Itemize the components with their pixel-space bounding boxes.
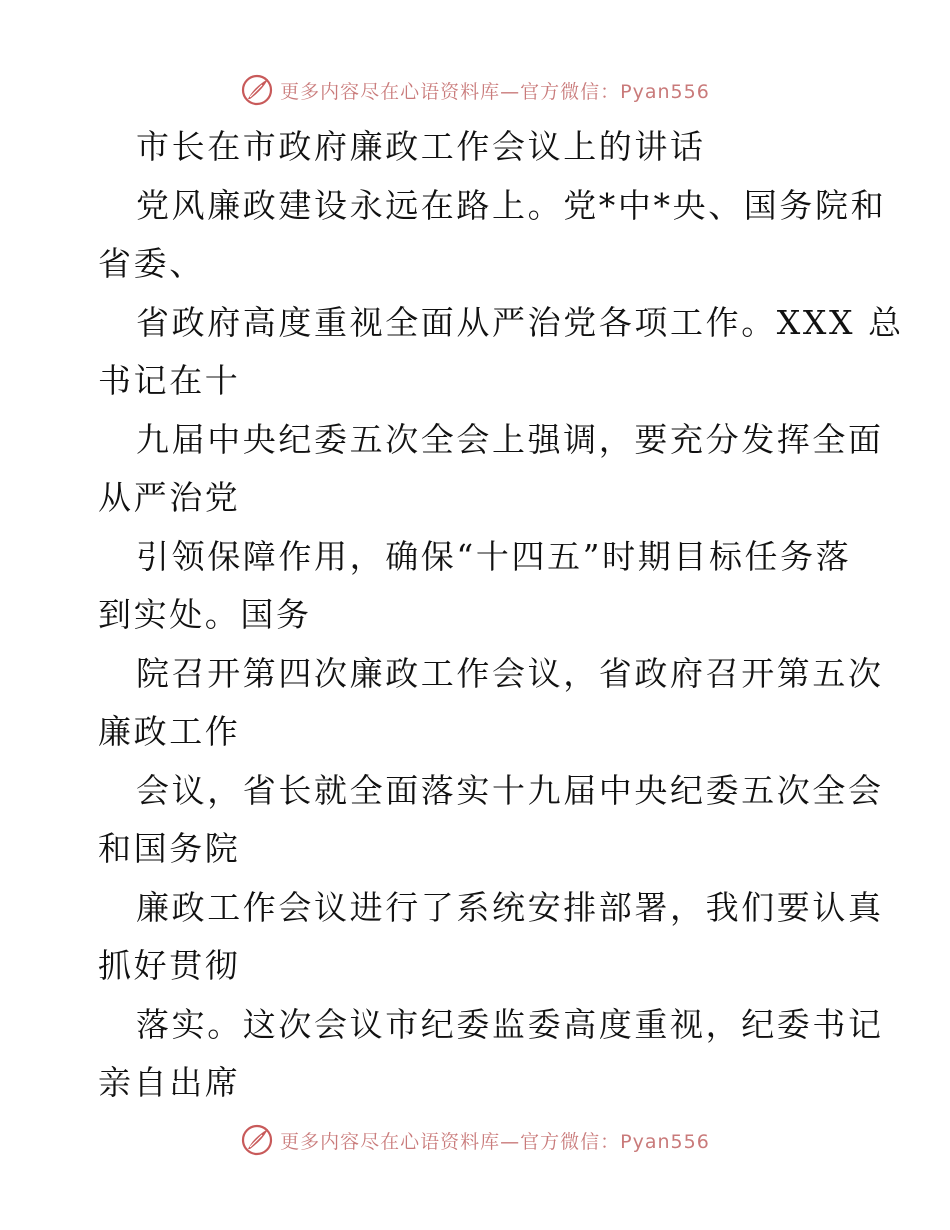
- text-line: 党风廉政建设永远在路上。党*中*央、国务院和: [136, 185, 887, 225]
- text-line: 省委、: [98, 244, 205, 283]
- text-line: 九届中央纪委五次全会上强调，要充分发挥全面: [136, 419, 884, 459]
- text-line: 院召开第四次廉政工作会议，省政府召开第五次: [136, 653, 884, 693]
- text-line: 会议，省长就全面落实十九届中央纪委五次全会: [136, 770, 884, 810]
- footer-banner: [0, 1120, 950, 1160]
- text-line: 到实处。国务: [98, 595, 312, 634]
- document-title: 市长在市政府廉政工作会议上的讲话: [136, 127, 706, 166]
- header-banner-text: 更多内容尽在心语资料库—官方微信：Pyan556: [280, 80, 710, 103]
- text-line: 和国务院: [98, 829, 241, 868]
- header-banner-content: [240, 73, 710, 107]
- document-body: [98, 118, 904, 1113]
- quill-logo-icon: [240, 73, 274, 107]
- text-line: 抓好贯彻: [98, 946, 241, 985]
- text-line: 引领保障作用，确保“十四五”时期目标任务落: [136, 536, 852, 576]
- footer-banner-text: 更多内容尽在心语资料库—官方微信：Pyan556: [280, 1130, 710, 1153]
- text-line: 从严治党: [98, 478, 241, 517]
- footer-banner-content: [240, 1123, 710, 1157]
- text-line: 落实。这次会议市纪委监委高度重视，纪委书记: [136, 1004, 884, 1044]
- text-line: 廉政工作: [98, 712, 241, 751]
- header-banner: [0, 70, 950, 110]
- text-line: 亲自出席: [98, 1063, 241, 1102]
- text-line: 廉政工作会议进行了系统安排部署，我们要认真: [136, 887, 884, 927]
- text-line: 书记在十: [98, 361, 241, 400]
- quill-logo-icon: [240, 1123, 274, 1157]
- text-line: 省政府高度重视全面从严治党各项工作。XXX 总: [136, 302, 904, 342]
